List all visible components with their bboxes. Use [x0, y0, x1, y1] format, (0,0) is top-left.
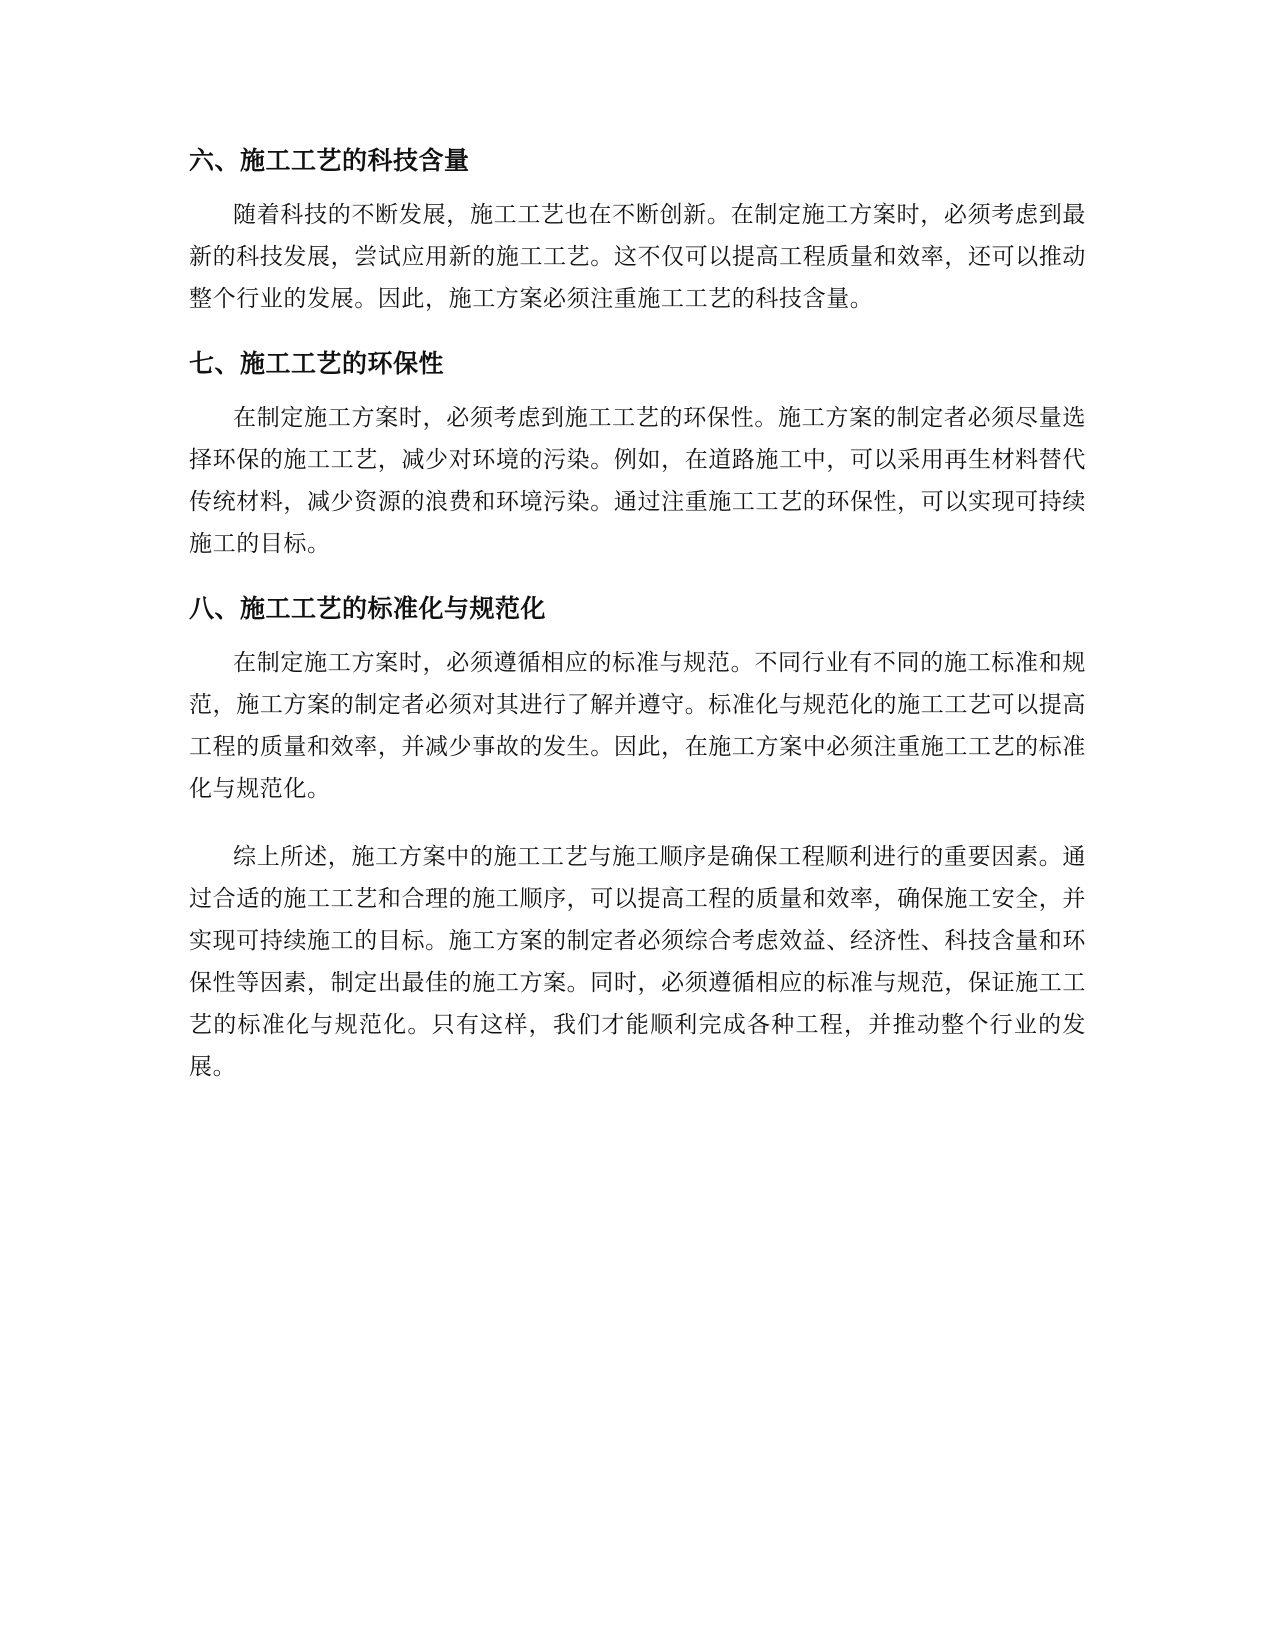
- paragraph-conclusion: 综上所述，施工方案中的施工工艺与施工顺序是确保工程顺利进行的重要因素。通过合适的施工工艺和合理的施工顺序，可以提高工程的质量和效率，确保施工安全，并实现可持续施工的目标。施工方案的制定者必须综合考虑效益、经济性、科技含量和环保性等因素，制定出最佳的施工方案。同时，必须遵循相应的标准与规范，保证施工工艺的标准化与规范化。只有这样，我们才能顺利完成各种工程，并推动整个行业的发展。: [189, 844, 1086, 1080]
- document-body: [189, 143, 1086, 1114]
- paragraph-standardization: 在制定施工方案时，必须遵循相应的标准与规范。不同行业有不同的施工标准和规范，施工方案的制定者必须对其进行了解并遵守。标准化与规范化的施工工艺可以提高工程的质量和效率，并减少事故的发生。因此，在施工方案中必须注重施工工艺的标准化与规范化。: [189, 650, 1086, 802]
- section-heading-standardization: 八、施工工艺的标准化与规范化: [189, 594, 547, 623]
- section-heading-technology: 六、施工工艺的科技含量: [189, 146, 470, 175]
- section-heading-environmental: 七、施工工艺的环保性: [189, 349, 445, 378]
- paragraph-environmental: 在制定施工方案时，必须考虑到施工工艺的环保性。施工方案的制定者必须尽量选择环保的施工工艺，减少对环境的污染。例如，在道路施工中，可以采用再生材料替代传统材料，减少资源的浪费和环境污染。通过注重施工工艺的环保性，可以实现可持续施工的目标。: [189, 405, 1086, 557]
- paragraph-technology: 随着科技的不断发展，施工工艺也在不断创新。在制定施工方案时，必须考虑到最新的科技发展，尝试应用新的施工工艺。这不仅可以提高工程质量和效率，还可以推动整个行业的发展。因此，施工方案必须注重施工工艺的科技含量。: [189, 202, 1086, 312]
